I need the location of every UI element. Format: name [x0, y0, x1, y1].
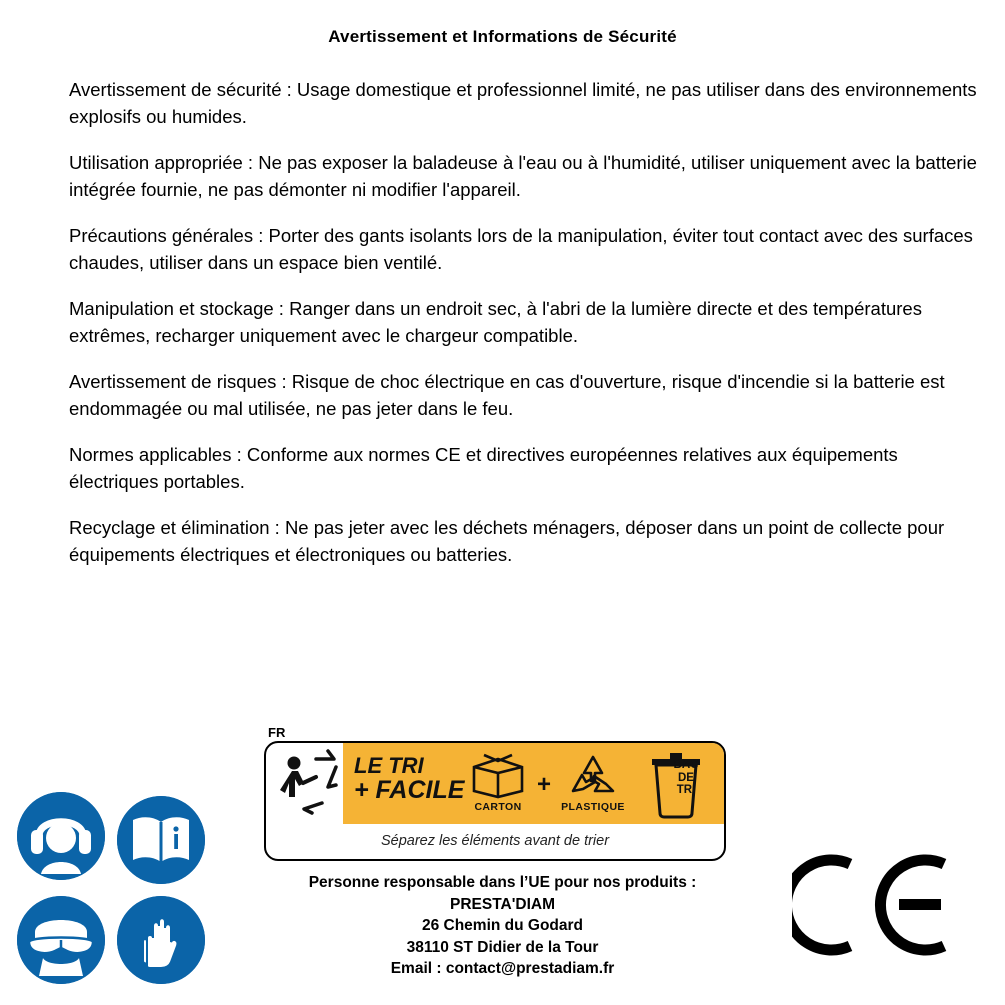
triman-box: [264, 741, 726, 861]
company-city: 38110 ST Didier de la Tour: [406, 938, 599, 956]
safety-paragraph: Avertissement de risques : Risque de choc électrique en cas d'ouverture, risque d'incendie si la batterie est endommagée ou mal utilisée, ne pas jeter dans le feu.: [69, 371, 945, 419]
bin-caption-line2: DE: [678, 771, 694, 784]
bin-caption-line3: TRI: [676, 784, 696, 796]
plastic-recycle-icon: [561, 751, 625, 804]
email-label: Email :: [390, 960, 446, 977]
email-value: contact@prestadiam.fr: [445, 960, 615, 977]
plus-separator: +: [537, 771, 552, 798]
triman-headline-line2: + FACILE: [354, 776, 465, 804]
intro-prefix: Personne responsable dans l’: [308, 874, 529, 891]
intro-bold: UE: [528, 874, 550, 891]
triman-headline: [354, 753, 474, 803]
safety-text-block: [69, 76, 979, 568]
carton-caption: CARTON: [474, 801, 522, 813]
safety-paragraph: Manipulation et stockage : Ranger dans un endroit sec, à l'abri de la lumière directe et des températures extrêmes, recharger uniquement avec le chargeur compatible.: [69, 298, 922, 346]
responsible-person-intro: [0, 872, 1005, 894]
bin-caption-line1: BAC: [673, 759, 699, 771]
triman-language-tag: FR: [268, 725, 286, 740]
intro-suffix: pour nos produits :: [549, 874, 697, 891]
triman-man-icon: [272, 747, 344, 826]
safety-paragraph: Avertissement de sécurité : Usage domestique et professionnel limité, ne pas utiliser dans des environnements explosifs ou humides.: [69, 79, 977, 127]
read-manual-icon: [117, 796, 205, 884]
company-email-line: [0, 958, 1005, 980]
company-street: 26 Chemin du Godard: [421, 917, 584, 934]
safety-paragraph: Utilisation appropriée : Ne pas exposer la baladeuse à l'eau ou à l'humidité, utiliser uniquement avec la batterie intégrée fournie, ne pas démonter ni modifier l'appareil.: [69, 152, 977, 200]
page-title: Avertissement et Informations de Sécurité: [328, 27, 677, 46]
plastic-caption: PLASTIQUE: [561, 801, 625, 813]
carton-box-icon: [466, 751, 530, 804]
triman-headline-line1: LE TRI: [354, 753, 424, 778]
ear-protection-icon: [17, 792, 105, 880]
company-name: PRESTA'DIAM: [449, 895, 555, 913]
safety-paragraph: Normes applicables : Conforme aux normes CE et directives européennes relatives aux équipements électriques portables.: [69, 444, 898, 492]
safety-paragraph: Précautions générales : Porter des gants isolants lors de la manipulation, éviter tout contact avec des surfaces chaudes, utiliser dans un espace bien ventilé.: [69, 225, 973, 273]
safety-paragraph: Recyclage et élimination : Ne pas jeter avec les déchets ménagers, déposer dans un point de collecte pour équipements électriques et électroniques ou batteries.: [69, 517, 945, 565]
responsible-person-block: [0, 872, 1005, 980]
triman-sorting-label: [264, 727, 726, 859]
triman-baseline-text: Séparez les éléments avant de trier: [380, 833, 610, 849]
bin-caption: [658, 759, 714, 797]
